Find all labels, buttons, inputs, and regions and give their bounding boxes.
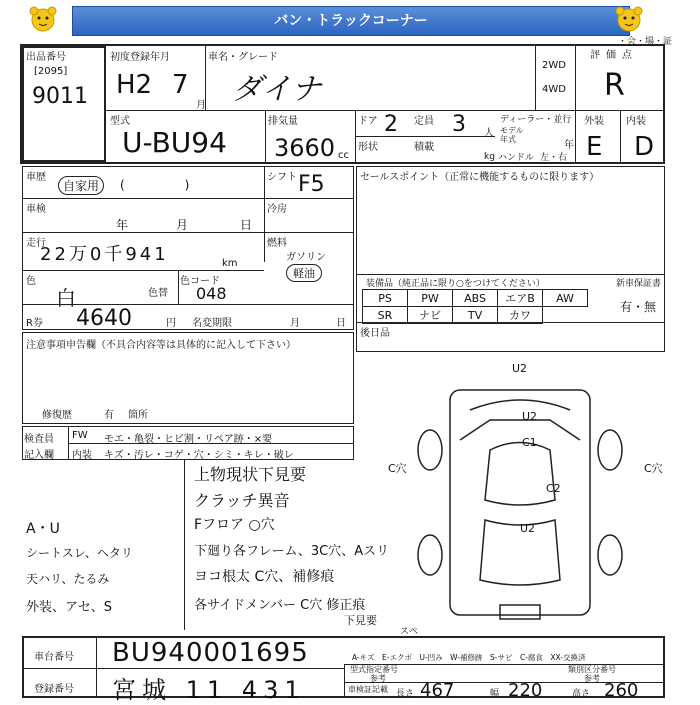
model-value: U-BU94 <box>122 126 227 159</box>
equip-tv: TV <box>453 307 498 324</box>
mileage-value: 22万0千941 <box>40 244 169 265</box>
recycle-unit: 円 <box>166 318 176 329</box>
drive-2wd: 2WD <box>542 60 566 71</box>
name-change-label: 名変期限 <box>192 318 232 329</box>
interior-check-items: キズ・汚レ・コゲ・穴・シミ・キレ・破レ <box>104 450 294 461</box>
divider <box>575 46 576 162</box>
fuel-diesel: 軽油 <box>286 264 322 282</box>
class-no-ref: 参考 <box>584 674 600 683</box>
mascot-bear-icon-left <box>26 4 60 34</box>
info-block-right <box>356 166 665 352</box>
divider <box>356 322 665 323</box>
drive-4wd: 4WD <box>542 84 566 95</box>
first-reg-month-unit: 月 <box>196 100 206 111</box>
model-year-unit: 年 <box>564 140 574 151</box>
car-name-value: ダイナ <box>232 72 322 107</box>
registration-value: 宮城 11 431 <box>112 676 306 704</box>
divider <box>344 664 345 698</box>
inspector-label-1: 検査員 <box>24 434 54 445</box>
model-label: 型式 <box>110 116 130 127</box>
registration-label: 登録番号 <box>34 684 74 695</box>
name-change-day: 日 <box>336 318 346 329</box>
mileage-label: 走行 <box>26 238 46 249</box>
shift-value: F5 <box>298 172 325 197</box>
lot-number: 9011 <box>32 84 88 109</box>
divider <box>68 443 354 444</box>
height-label: 高さ <box>572 689 591 699</box>
equip-abs: ABS <box>453 290 498 307</box>
mark-c-hole-left: C穴 <box>388 462 407 475</box>
equipment-label: 装備品（純正品に限り○をつけてください） <box>366 279 545 289</box>
doors-label: ドア <box>358 116 378 127</box>
fw-items: モエ・亀裂・ヒビ割・リペア跡・×要 <box>104 434 273 445</box>
handle-label: ハンドル <box>498 153 535 163</box>
first-reg-label: 初度登録年月 <box>110 52 170 63</box>
exterior-label: 外装 <box>584 116 604 127</box>
mark-u2-top: U2 <box>512 362 528 375</box>
divider <box>22 198 354 199</box>
warranty-value: 有・無 <box>620 300 657 314</box>
model-year-label: モデル年式 <box>500 126 524 144</box>
divider <box>22 232 354 233</box>
sales-point-label: セールスポイント（正常に機能するものに限ります） <box>360 172 600 183</box>
legend-text: A-キズ E-エクボ U-凹み W-補修跡 S-サビ C-腐食 XX-交換済 <box>352 653 586 662</box>
length-label: 長さ <box>396 689 415 699</box>
notes-label: 注意事項申告欄（不具合内容等は具体的に記入して下さい） <box>26 340 296 351</box>
usage-paren: ( ) <box>120 178 190 192</box>
remark-2: クラッチ異音 <box>194 491 290 510</box>
equip-sr: SR <box>363 307 408 324</box>
equipment-table <box>362 289 588 324</box>
remark-4: 下廻り各フレーム、3C穴、Aスリ <box>194 544 390 559</box>
car-name-label: 車名・グレード <box>208 52 278 63</box>
fw-label: FW <box>72 430 88 441</box>
left-note-2: シートスレ、ヘタリ <box>26 546 133 560</box>
rating-label: 評価点 <box>590 50 638 61</box>
usage-circled: 自家用 <box>58 176 104 195</box>
repair-value: 有 <box>104 410 114 421</box>
chassis-label: 車台番号 <box>34 652 74 663</box>
divider <box>96 636 97 698</box>
inspection-year: 年 <box>116 218 129 232</box>
interior-check-label: 内装 <box>72 450 92 461</box>
divider <box>355 136 495 137</box>
displacement-label: 排気量 <box>268 116 298 127</box>
length-value: 467 <box>420 680 455 701</box>
divider <box>265 110 266 162</box>
equip-pw: PW <box>408 290 453 307</box>
load-unit: kg <box>484 152 495 162</box>
mark-c-hole-right: C穴 <box>644 462 663 475</box>
name-change-month: 月 <box>290 318 300 329</box>
mark-u2-front: U2 <box>522 410 538 423</box>
mileage-unit: km <box>222 258 238 269</box>
inspector-label-2: 記入欄 <box>24 450 54 461</box>
left-note-1: A・U <box>26 521 60 537</box>
remark-7: 下見要 <box>344 614 377 627</box>
recycle-label: R券 <box>26 318 43 329</box>
first-reg-month: 7 <box>172 70 189 100</box>
repair-location: 箇所 <box>128 410 148 421</box>
exterior-value: E <box>586 132 603 162</box>
equip-leather: カワ <box>498 307 543 324</box>
divider <box>184 460 185 630</box>
equip-empty <box>543 307 588 324</box>
divider <box>22 270 264 271</box>
capacity-unit: 人 <box>484 128 494 139</box>
divider <box>620 110 621 162</box>
fuel-label: 燃料 <box>267 238 287 249</box>
divider <box>106 110 575 111</box>
corner-stamp-text: ・会・場・証 <box>618 37 673 47</box>
type-no-ref: 参考 <box>370 674 386 683</box>
inspection-day: 日 <box>240 218 253 232</box>
color-change-label: 色替 <box>148 288 168 299</box>
dealer-label: ディーラー・並行 <box>500 115 572 125</box>
capacity-label: 定員 <box>414 116 434 127</box>
remark-3: Fフロア ○穴 <box>194 517 275 533</box>
equip-navi: ナビ <box>408 307 453 324</box>
handle-value: 左・右 <box>540 153 568 163</box>
color-code-value: 048 <box>196 284 227 303</box>
repair-label: 修復歴 <box>42 410 72 421</box>
lot-label: 出品番号 <box>26 52 66 63</box>
equip-aw: AW <box>543 290 588 307</box>
displacement-unit: cc <box>338 150 349 161</box>
capacity-value: 3 <box>452 112 466 137</box>
lot-sub: [2095] <box>34 66 68 77</box>
inspection-month: 月 <box>176 218 189 232</box>
shift-label: シフト <box>267 172 297 183</box>
height-value: 260 <box>604 680 639 701</box>
shape-label: 形状 <box>358 142 378 153</box>
remark-5: ヨコ根太 C穴、補修痕 <box>194 569 335 585</box>
header-banner: バン・トラックコーナー <box>72 6 630 36</box>
interior-value: D <box>634 132 655 162</box>
remark-6: 各サイドメンバー C穴 修正痕 <box>194 598 366 613</box>
first-reg-era: H2 <box>116 70 153 100</box>
width-value: 220 <box>508 680 543 701</box>
load-label: 積載 <box>414 142 434 153</box>
divider <box>22 668 344 669</box>
interior-label: 内装 <box>626 116 646 127</box>
divider <box>356 274 665 275</box>
color-code-label: 色コード <box>180 276 220 287</box>
recycle-value: 4640 <box>76 306 132 331</box>
certificate-label: 車検証記載 <box>348 685 388 694</box>
warranty-label: 新車保証書 <box>616 279 662 289</box>
mark-u2-rear: U2 <box>520 522 536 535</box>
width-label: 幅 <box>490 689 500 699</box>
divider <box>178 270 179 304</box>
rear-seat-label: 後日品 <box>360 328 390 339</box>
type-no-label: 型式指定番号 <box>350 665 398 674</box>
left-note-3: 天ハリ、たるみ <box>26 572 110 586</box>
displacement-value: 3660 <box>274 134 336 162</box>
equip-ps: PS <box>363 290 408 307</box>
usage-label: 車歴 <box>26 172 46 183</box>
divider <box>264 166 265 262</box>
color-label: 色 <box>26 276 36 287</box>
doors-value: 2 <box>384 112 398 137</box>
divider <box>535 46 536 110</box>
remark-1: 上物現状下見要 <box>194 465 307 484</box>
class-no-label: 類別区分番号 <box>568 665 616 674</box>
fuel-gasoline: ガソリン <box>286 252 326 263</box>
rating-value: R <box>604 68 625 103</box>
mark-c1: C1 <box>522 436 537 449</box>
mark-spare: スペ <box>400 627 419 637</box>
aircon-label: 冷房 <box>267 204 287 215</box>
color-value: 白 <box>56 286 76 310</box>
mark-c2: C2 <box>546 482 561 495</box>
inspection-label: 車検 <box>26 204 46 215</box>
mascot-bear-icon-right <box>612 4 646 34</box>
equip-airbag: エアB <box>498 290 543 307</box>
left-note-4: 外装、アセ、S <box>26 600 112 615</box>
divider <box>22 304 354 305</box>
chassis-value: BU940001695 <box>112 638 309 668</box>
